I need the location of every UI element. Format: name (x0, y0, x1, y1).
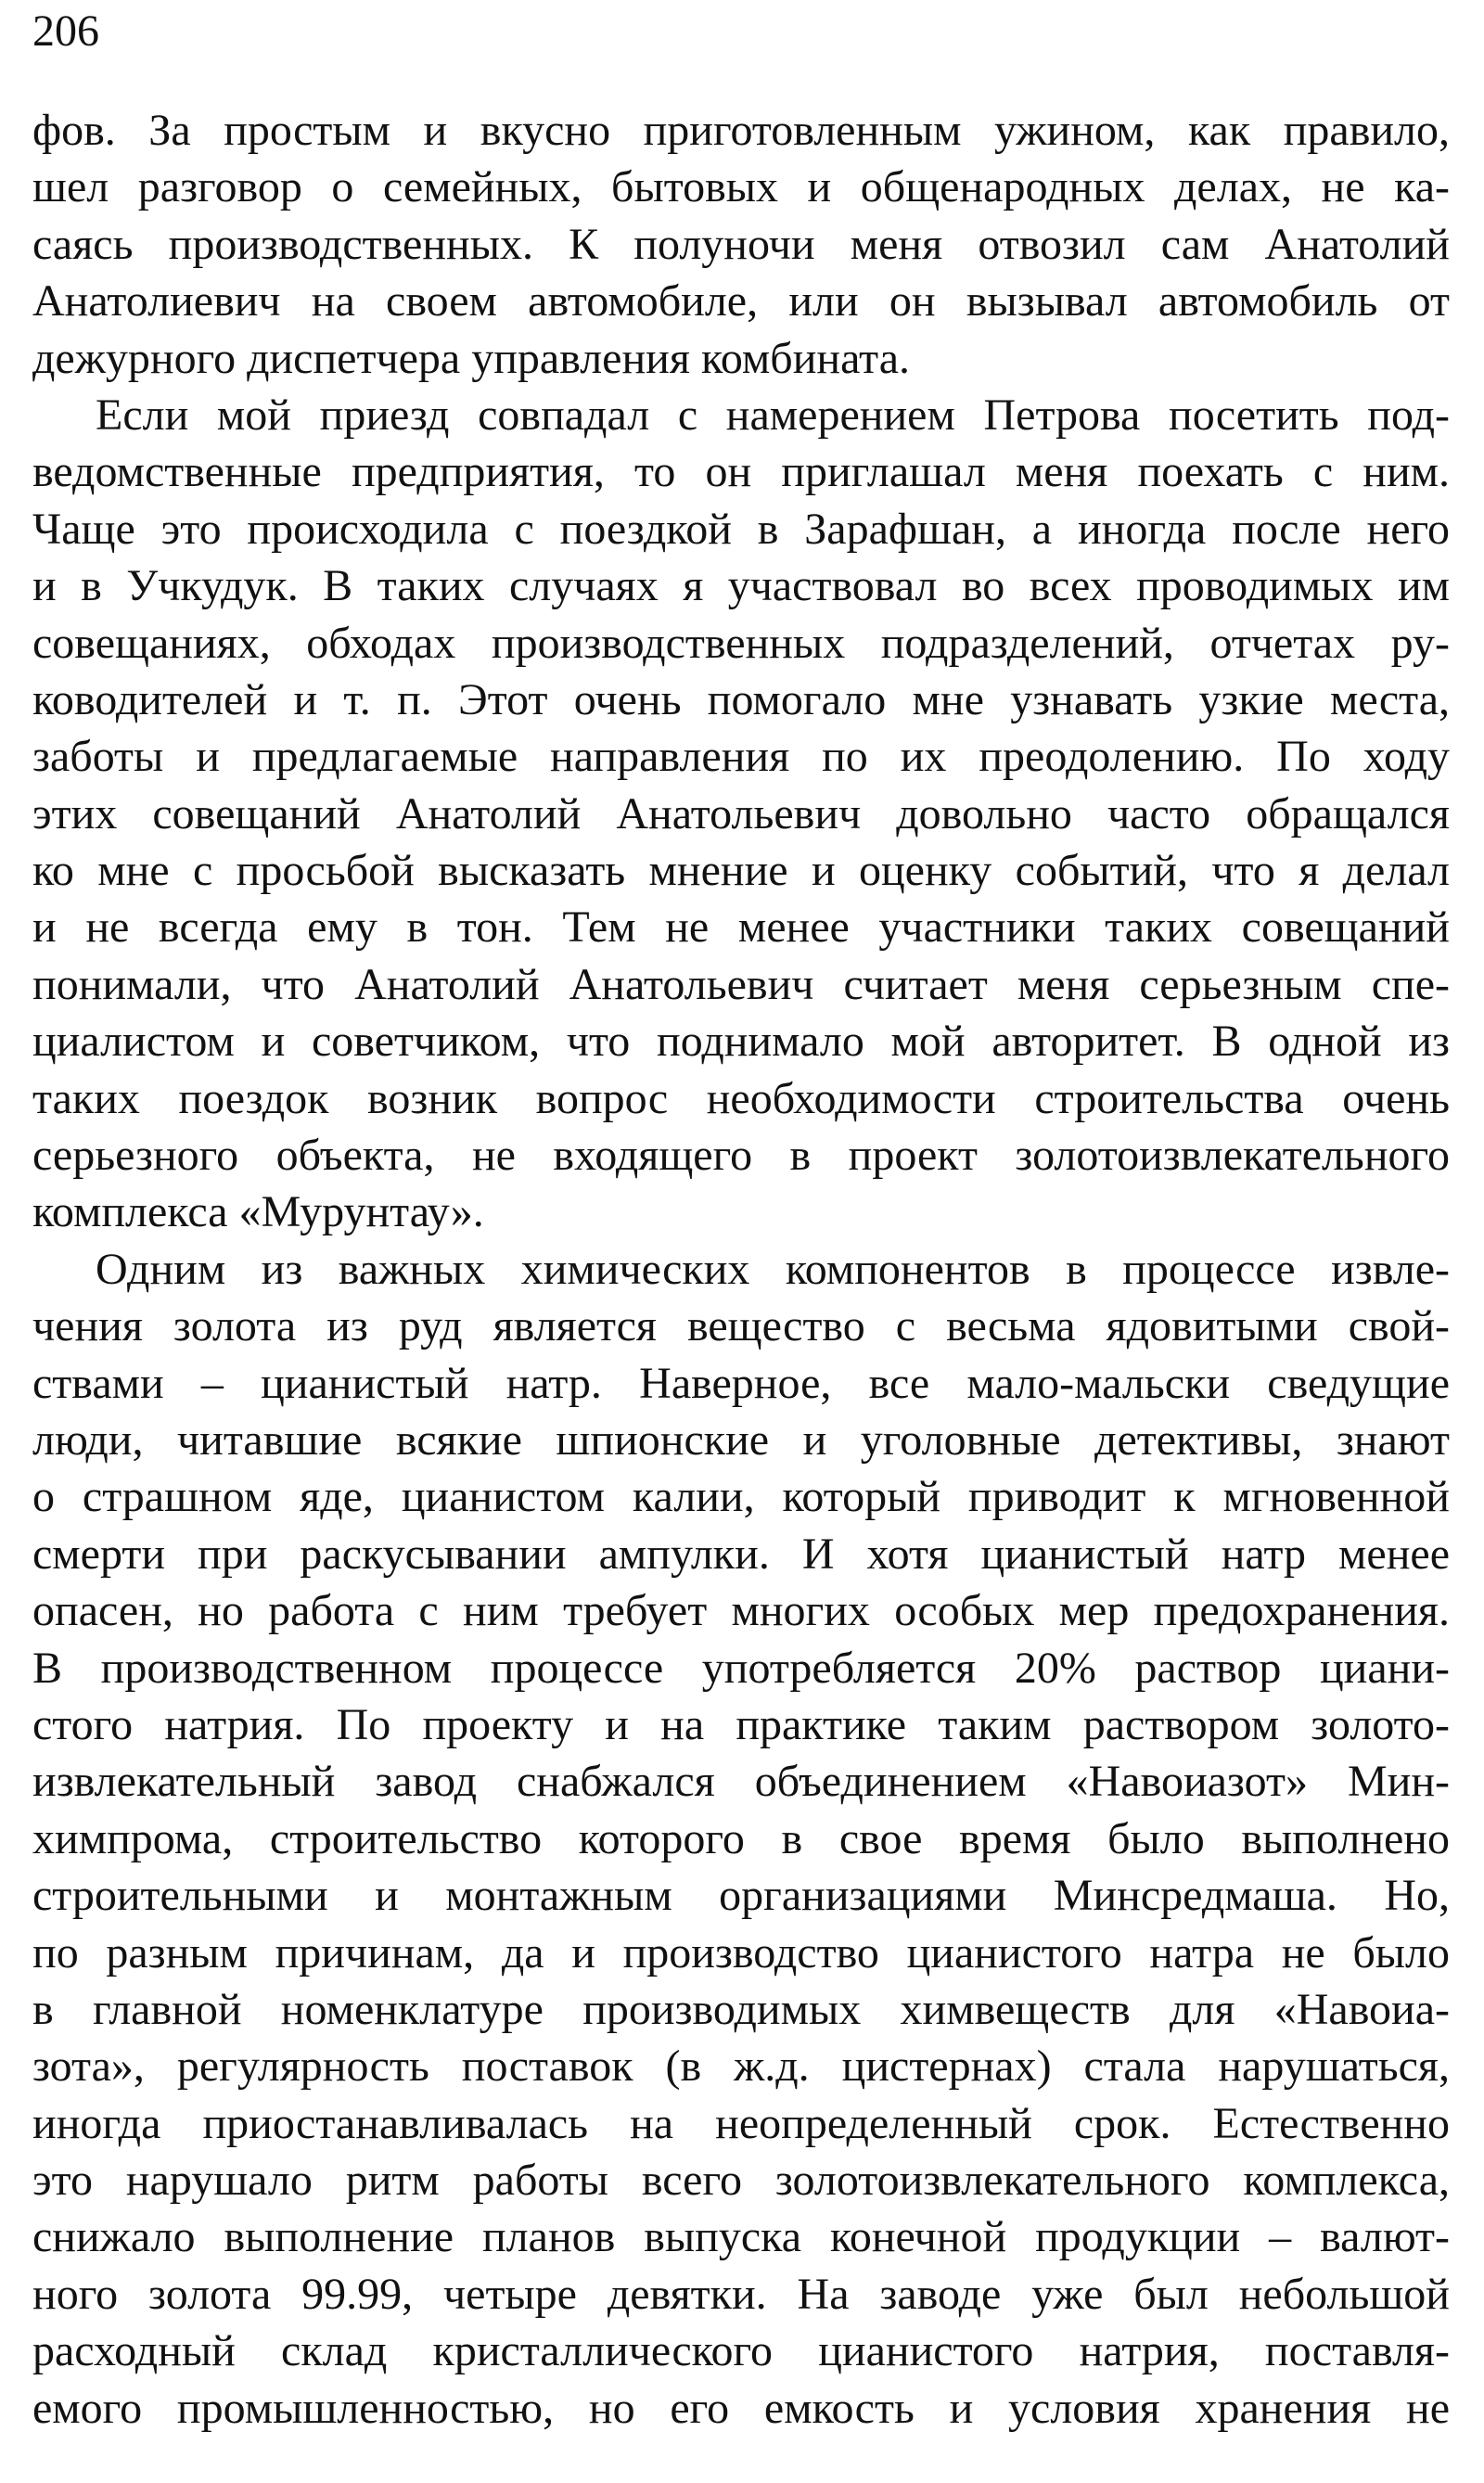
text-line: расходный склад кристаллического цианистого натрия, поставля- (32, 2326, 1450, 2376)
text-line: циалистом и советчиком, что поднимало мой авторитет. В одной из (32, 1017, 1450, 1067)
text-line: Анатолиевич на своем автомобиле, или он вызывал автомобиль от (32, 276, 1450, 326)
text-line: смерти при раскусывании ампулки. И хотя цианистый натр менее (32, 1529, 1450, 1579)
text-line: фов. За простым и вкусно приготовленным ужином, как правило, (32, 106, 1450, 155)
text-line: шел разговор о семейных, бытовых и общенародных делах, не ка- (32, 162, 1450, 212)
text-line: и в Учкудук. В таких случаях я участвовал во всех проводимых им (32, 561, 1450, 611)
text-line: чения золота из руд является вещество с весьма ядовитыми свой- (32, 1301, 1450, 1351)
text-line: зота», регулярность поставок (в ж.д. цистернах) стала нарушаться, (32, 2041, 1450, 2092)
text-line: ведомственные предприятия, то он приглашал меня поехать с ним. (32, 447, 1450, 497)
text-line: ствами – цианистый натр. Наверное, все мало-мальски сведущие (32, 1358, 1450, 1408)
text-line: химпрома, строительство которого в свое время было выполнено (32, 1813, 1450, 1863)
text-line: строительными и монтажным организациями Минсредмаша. Но, (32, 1871, 1450, 1921)
text-line: опасен, но работа с ним требует многих особых мер предохранения. (32, 1586, 1450, 1636)
text-line: ко мне с просьбой высказать мнение и оценку событий, что я делал (32, 846, 1450, 896)
text-line: серьезного объекта, не входящего в проект золотоизвлекательного (32, 1131, 1450, 1181)
paragraph-first-line: Если мой приезд совпадал с намерением Петрова посетить под- (96, 390, 1450, 440)
text-line: этих совещаний Анатолий Анатольевич довольно часто обращался (32, 788, 1450, 838)
text-line: Чаще это происходила с поездкой в Зарафшан, а иногда после него (32, 504, 1450, 554)
text-line: емого промышленностью, но его емкость и условия хранения не (32, 2383, 1450, 2433)
text-line: заботы и предлагаемые направления по их преодолению. По ходу (32, 732, 1450, 782)
page-number: 206 (32, 6, 99, 56)
body-text (32, 102, 1450, 2437)
text-line: совещаниях, обходах производственных подразделений, отчетах ру- (32, 618, 1450, 668)
text-line: стого натрия. По проекту и на практике таким раствором золото- (32, 1699, 1450, 1749)
paragraph-first-line: Одним из важных химических компонентов в процессе извле- (96, 1244, 1450, 1294)
text-line: снижало выполнение планов выпуска конечной продукции – валют- (32, 2212, 1450, 2262)
text-line: иногда приостанавливалась на неопределенный срок. Естественно (32, 2098, 1450, 2148)
text-line: В производственном процессе употребляется 20% раствор циани- (32, 1643, 1450, 1693)
text-line: и не всегда ему в тон. Тем не менее участники таких совещаний (32, 902, 1450, 953)
text-line: о страшном яде, цианистом калии, который приводит к мгновенной (32, 1472, 1450, 1522)
text-line: по разным причинам, да и производство цианистого натра не было (32, 1927, 1450, 1977)
text-line: извлекательный завод снабжался объединением «Навоиазот» Мин- (32, 1757, 1450, 1807)
text-line: таких поездок возник вопрос необходимости строительства очень (32, 1073, 1450, 1123)
text-line: саясь производственных. К полуночи меня отвозил сам Анатолий (32, 219, 1450, 269)
text-line: дежурного диспетчера управления комбината. (32, 333, 911, 383)
text-line: ного золота 99.99, четыре девятки. На заводе уже был небольшой (32, 2269, 1450, 2319)
text-line: в главной номенклатуре производимых химвеществ для «Навоиа- (32, 1984, 1450, 2034)
text-line: это нарушало ритм работы всего золотоизвлекательного комплекса, (32, 2156, 1450, 2206)
text-line: ководителей и т. п. Этот очень помогало мне узнавать узкие места, (32, 674, 1450, 724)
text-line: комплекса «Мурунтау». (32, 1187, 484, 1237)
text-line: люди, читавшие всякие шпионские и уголовные детективы, знают (32, 1414, 1450, 1465)
text-line: понимали, что Анатолий Анатольевич считает меня серьезным спе- (32, 959, 1450, 1009)
